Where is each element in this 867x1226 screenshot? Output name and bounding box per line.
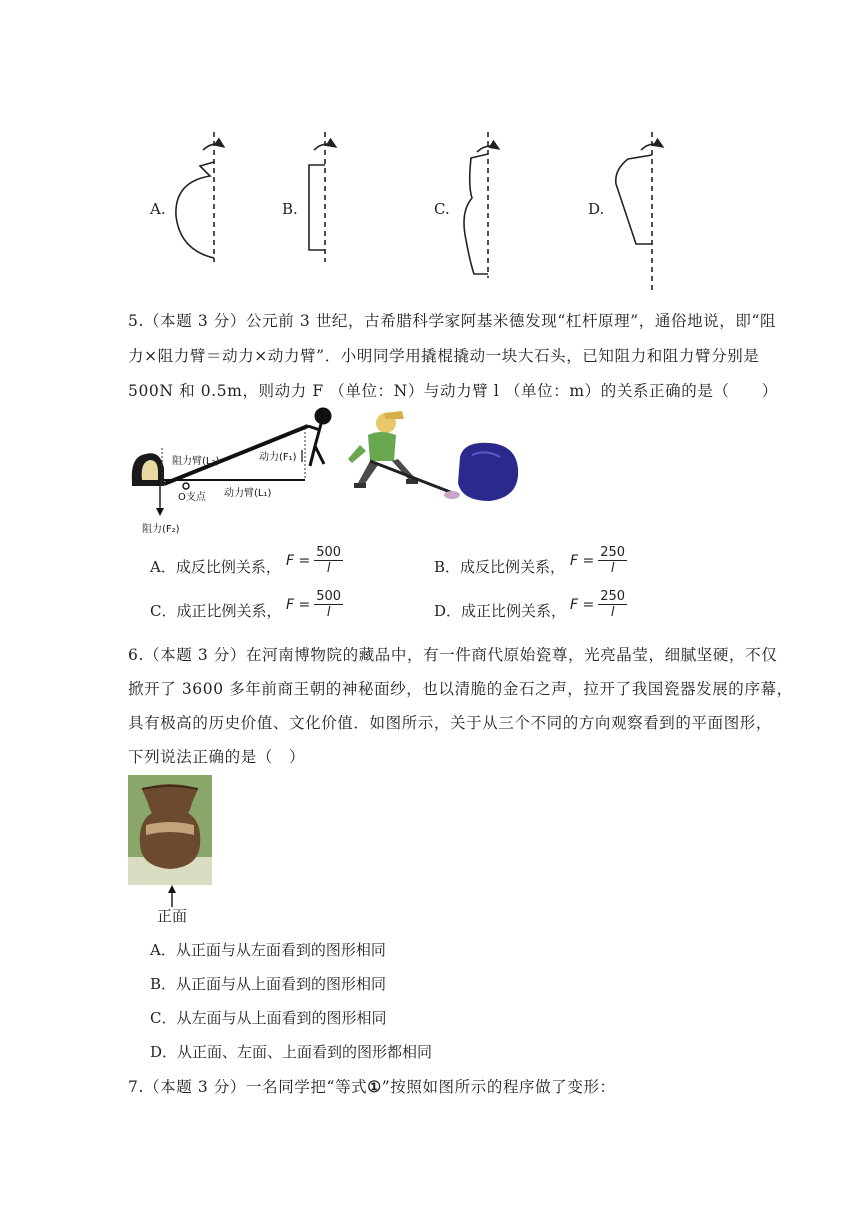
shape-b (309, 132, 336, 262)
formula-lhs: F = (570, 596, 595, 613)
q7-text-after: ”按照如图所示的程序做了变形： (381, 1078, 616, 1096)
q7-text-before: 7.（本题 3 分）一名同学把“等式 (128, 1078, 368, 1096)
shape-label-c: C. (434, 200, 450, 218)
formula-lhs: F = (286, 596, 311, 613)
label-power-arm: 动力臂(L₁) (224, 488, 272, 499)
formula-den: l (610, 561, 615, 576)
stick-man-icon (308, 409, 330, 466)
q5-formula-d (570, 589, 627, 620)
q5-line2: 力×阻力臂＝动力×动力臂”．小明同学用撬棍撬动一块大石头，已知阻力和阻力臂分别是 (128, 347, 760, 365)
formula-num: 500 (316, 589, 342, 604)
shape-label-b: B. (282, 200, 298, 218)
formula-num: 500 (316, 545, 342, 560)
q7-line1 (128, 1075, 616, 1097)
q6-option-c: C．从左面与从上面看到的图形相同 (150, 1009, 387, 1027)
q5-option-b: B．成反比例关系， (434, 558, 566, 576)
shape-label-d: D. (588, 200, 605, 218)
vase-photo (128, 775, 212, 885)
front-label: 正面 (157, 907, 188, 925)
shape-label-a: A. (150, 200, 166, 218)
formula-den: l (610, 605, 615, 620)
q6-line1: 6.（本题 3 分）在河南博物院的藏品中，有一件商代原始瓷尊，光亮晶莹，细腻坚硬，不仅 (128, 646, 778, 664)
formula-num: 250 (600, 589, 626, 604)
shape-d (616, 132, 663, 290)
q5-option-c: C．成正比例关系， (150, 602, 282, 620)
rotation-shapes-figure (0, 0, 867, 300)
label-fulcrum: O支点 (178, 492, 206, 503)
q5-formula-c (286, 589, 343, 620)
boulder-illustration (458, 443, 518, 501)
front-arrow-icon (165, 885, 179, 907)
label-resist-force: 阻力(F₂) (142, 524, 180, 535)
formula-num: 250 (600, 545, 626, 560)
formula-lhs: F = (286, 552, 311, 569)
q5-formula-b (570, 545, 627, 576)
q6-option-a: A．从正面与从左面看到的图形相同 (150, 941, 386, 959)
formula-den: l (326, 605, 331, 620)
q6-line2: 掀开了 3600 多年前商王朝的神秘面纱，也以清脆的金石之声，拉开了我国瓷器发展的序幕， (128, 680, 793, 698)
shape-a (176, 132, 224, 262)
label-force: 动力(F₁) (259, 452, 297, 463)
label-resist-arm: 阻力臂(L₂) (172, 456, 220, 467)
circled-one: ① (367, 1077, 382, 1096)
formula-den: l (326, 561, 331, 576)
q5-line3: 500N 和 0.5m，则动力 F （单位：N）与动力臂 l （单位：m）的关系正确的是（ ） (128, 382, 778, 400)
q5-line1: 5.（本题 3 分）公元前 3 世纪，古希腊科学家阿基米德发现“杠杆原理”，通俗地说，即“阻 (128, 312, 777, 330)
shape-c (464, 132, 499, 278)
q5-option-d: D．成正比例关系， (434, 602, 567, 620)
q6-option-d: D．从正面、左面、上面看到的图形都相同 (150, 1043, 433, 1061)
q6-line3: 具有极高的历史价值、文化价值．如图所示，关于从三个不同的方向观察看到的平面图形， (128, 714, 773, 732)
q6-line4: 下列说法正确的是（ ） (128, 748, 306, 766)
q5-formula-a (286, 545, 343, 576)
cartoon-figure (340, 405, 530, 505)
small-rock-icon (132, 453, 164, 486)
formula-lhs: F = (570, 552, 595, 569)
q6-option-b: B．从正面与从上面看到的图形相同 (150, 975, 387, 993)
q5-option-a: A．成反比例关系， (150, 558, 281, 576)
